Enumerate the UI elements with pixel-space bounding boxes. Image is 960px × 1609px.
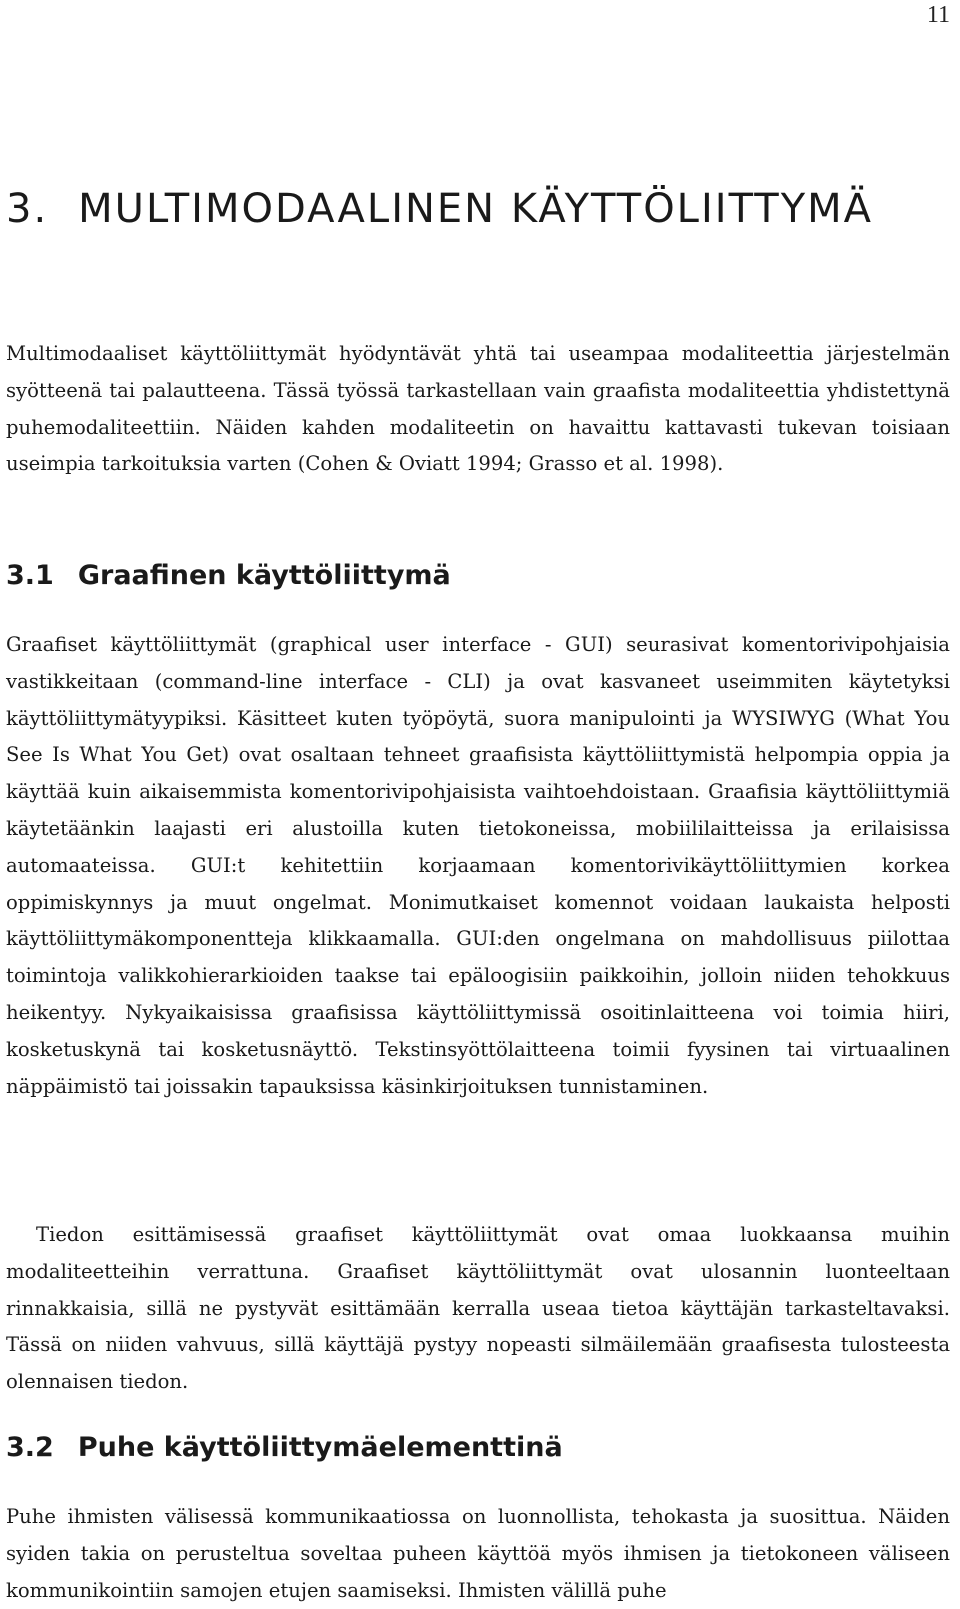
section-number: 3.2 <box>6 1432 54 1463</box>
chapter-intro-paragraph: Multimodaaliset käyttöliittymät hyödyntävät yhtä tai useampaa modaliteettia järjestelmän syötteenä tai palautteena. Tässä työssä tarkastellaan vain graafista modaliteettia yhdistettynä puhemodaliteettiin. Näiden kahden modaliteetin on havaittu kattavasti tukevan toisiaan useimpia tarkoituksia varten (Cohen & Oviatt 1994; Grasso et al. 1998). <box>6 342 950 476</box>
paragraph-text: Tiedon esittämisessä graafiset käyttöliittymät ovat omaa luokkaansa muihin modaliteetteihin verrattuna. Graafiset käyttöliittymät ovat ulosannin luonteeltaan rinnakkaisia, sillä ne pystyvät esittämään kerralla useaa tietoa käyttäjän tarkasteltavaksi. Tässä on niiden vahvuus, sillä käyttäjä pystyy nopeasti silmäilemään graafisesta tulosteesta olennaisen tiedon. <box>6 1223 950 1394</box>
section-3-2-paragraph-1: Puhe ihmisten välisessä kommunikaatiossa on luonnollista, tehokasta ja suosittua. Näiden syiden takia on perusteltua soveltaa puheen käyttöä myös ihmisen ja tietokoneen väliseen kommunikointiin samojen etujen saamiseksi. Ihmisten välillä puhe <box>6 1505 950 1602</box>
section-3-1-paragraph-1: Graafiset käyttöliittymät (graphical user interface - GUI) seurasivat komentorivipohjaisia vastikkeitaan (command-line interface - CLI) ja ovat kasvaneet useimmiten käytetyksi käyttöliittymätyypiksi. Käsitteet kuten työpöytä, suora manipulointi ja WYSIWYG (What You See Is What You Get) ovat osaltaan tehneet graafisista käyttöliittymistä helpompia oppia ja käyttää kuin aikaisemmista komentorivipohjaisista vaihtoehdoistaan. Graafisia käyttöliittymiä käytetäänkin laajasti eri alustoilla kuten tietokoneissa, mobiililaitteissa ja erilaisissa automaateissa. GUI:t kehitettiin korjaamaan komentorivikäyttöliittymien korkea oppimiskynnys ja muut ongelmat. Monimutkaiset komennot voidaan laukaista helposti käyttöliittymäkomponentteja klikkaamalla. GUI:den ongelmana on mahdollisuus piilottaa toimintoja valikkohierarkioiden taakse tai epäloogisiin paikkoihin, jolloin niiden tehokkuus heikentyy. Nykyaikaisissa graafisissa käyttöliittymissä osoitinlaitteena voi toimia hiiri, kosketuskynä tai kosketusnäyttö. Tekstinsyöttölaitteena toimii fyysinen tai virtuaalinen näppäimistö tai joissakin tapauksissa käsinkirjoituksen tunnistaminen. <box>6 633 950 1098</box>
section-title: Puhe käyttöliittymäelementtinä <box>77 1432 563 1463</box>
chapter-heading <box>6 186 873 232</box>
section-3-1-paragraph-2 <box>6 1217 950 1401</box>
section-number: 3.1 <box>6 560 54 591</box>
chapter-number: 3. <box>6 186 49 232</box>
section-heading-3-2 <box>6 1432 563 1463</box>
section-title: Graafinen käyttöliittymä <box>77 560 451 591</box>
chapter-title: MULTIMODAALINEN KÄYTTÖLIITTYMÄ <box>78 186 874 232</box>
section-heading-3-1 <box>6 560 451 591</box>
page-number: 11 <box>926 2 950 28</box>
